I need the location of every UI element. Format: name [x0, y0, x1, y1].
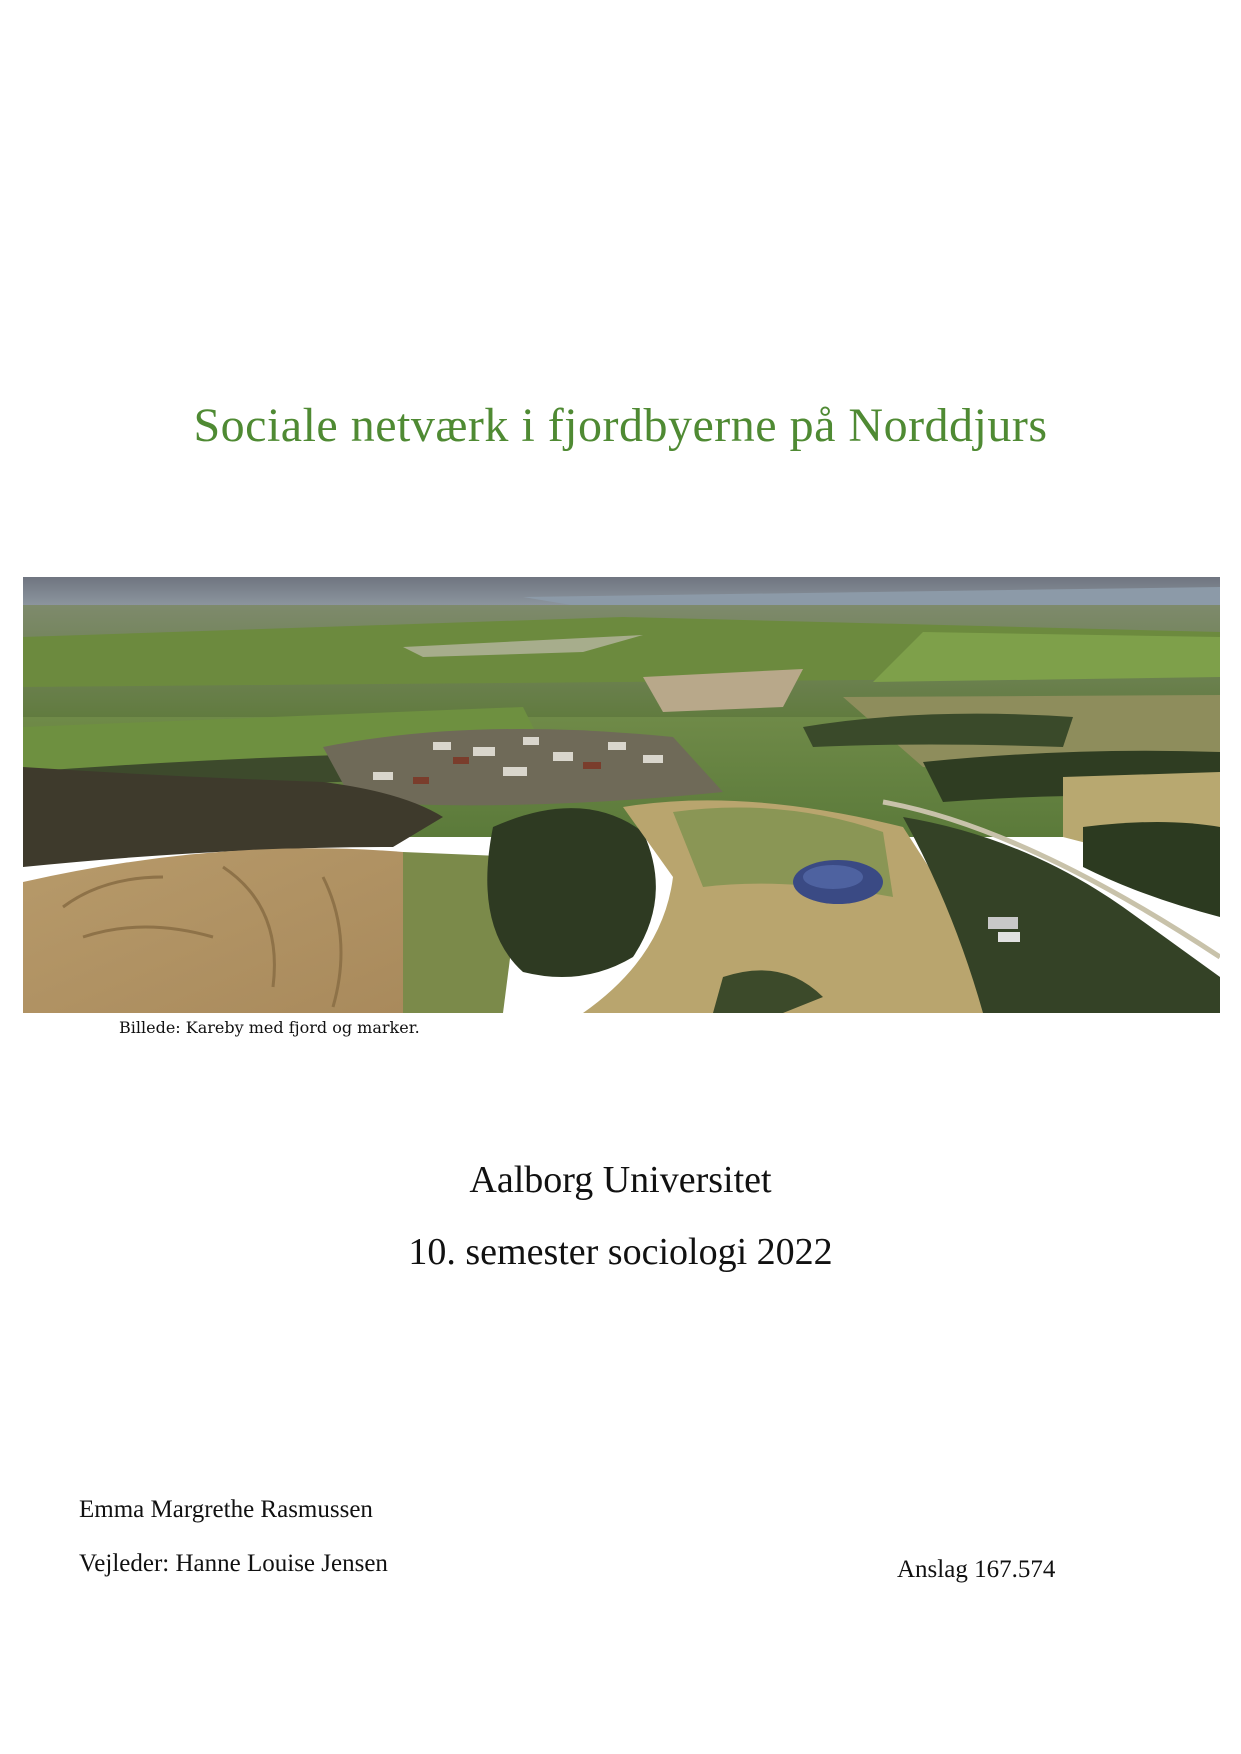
- author-name: Emma Margrethe Rasmussen: [79, 1496, 373, 1523]
- character-count: Anslag 167.574: [897, 1556, 1056, 1583]
- document-title: Sociale netværk i fjordbyerne på Norddjurs: [193, 399, 1048, 452]
- image-caption: Billede: Kareby med fjord og marker.: [119, 1018, 420, 1037]
- institution-name: Aalborg Universitet: [469, 1159, 772, 1201]
- supervisor-name: Vejleder: Hanne Louise Jensen: [79, 1550, 388, 1577]
- semester-info: 10. semester sociologi 2022: [408, 1231, 833, 1273]
- cover-photo: [23, 577, 1220, 1013]
